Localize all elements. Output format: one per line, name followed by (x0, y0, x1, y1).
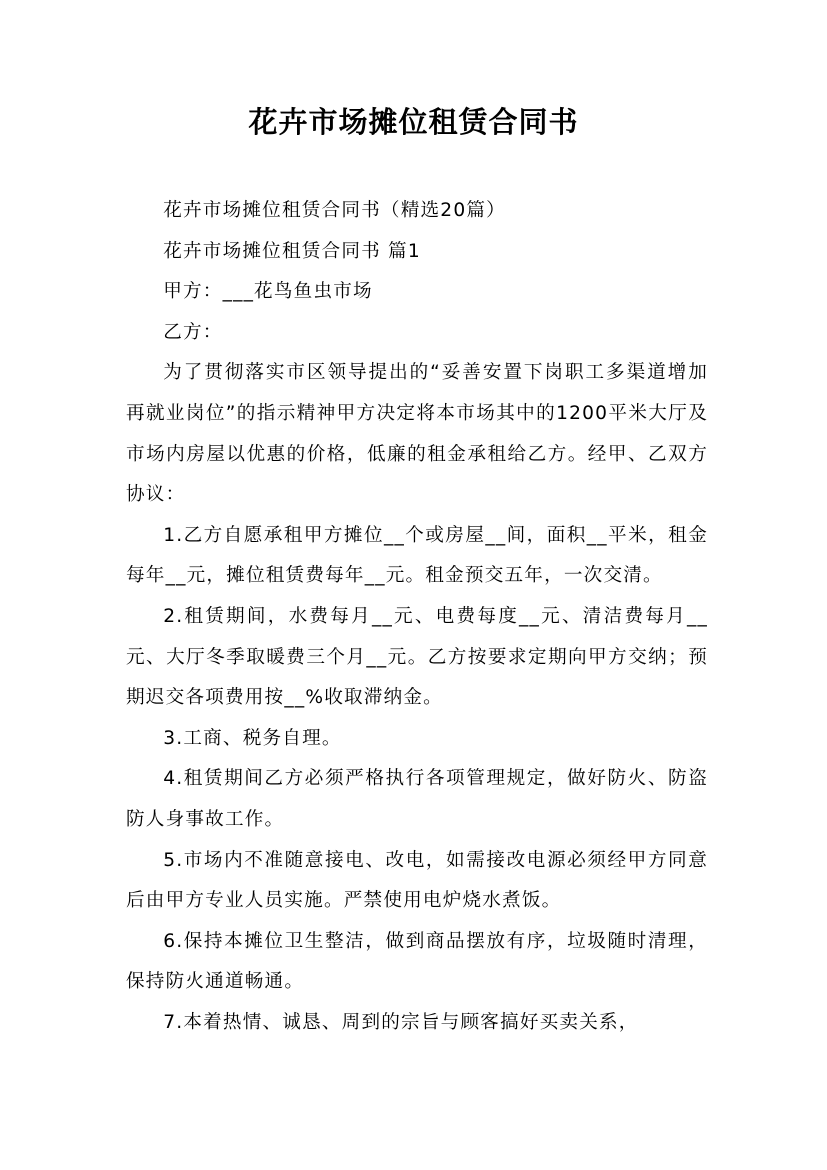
paragraph-clause-4: 4.租赁期间乙方必须严格执行各项管理规定，做好防火、防盗防人身事故工作。 (126, 768, 708, 830)
paragraph-party-b: 乙方： (163, 321, 223, 343)
paragraph-clause-6: 6.保持本摊位卫生整洁，做到商品摆放有序，垃圾随时清理，保持防火通道畅通。 (126, 930, 708, 993)
paragraph-clause-3: 3.工商、税务自理。 (163, 727, 342, 749)
paragraph-party-a: 甲方：___花鸟鱼虫市场 (163, 281, 373, 303)
paragraph-preamble: 为了贯彻落实市区领导提出的“妥善安置下岗职工多渠道增加再就业岗位”的指示精神甲方决定将本市场其中的1200平米大厅及市场内房屋以优惠的价格，低廉的租金承租给乙方。经甲、乙双方协议： (126, 362, 708, 506)
document-title: 花卉市场摊位租赁合同书 (248, 105, 579, 139)
paragraph-clause-1: 1.乙方自愿承租甲方摊位__个或房屋__间，面积__平米，租金每年__元，摊位租赁费每年__元。租金预交五年，一次交清。 (126, 524, 708, 587)
paragraph-clause-2: 2.租赁期间，水费每月__元、电费每度__元、清洁费每月__元、大厅冬季取暖费三个月__元。乙方按要求定期向甲方交纳；预期迟交各项费用按__%收取滞纳金。 (126, 605, 708, 709)
paragraph-clause-7: 7.本着热情、诚恳、周到的宗旨与顾客搞好买卖关系， (163, 1011, 639, 1033)
paragraph-section-heading: 花卉市场摊位租赁合同书 篇1 (163, 240, 421, 262)
paragraph-clause-5: 5.市场内不准随意接电、改电，如需接改电源必须经甲方同意后由甲方专业人员实施。严禁使用电炉烧水煮饭。 (126, 849, 708, 912)
document-body (126, 191, 708, 1043)
paragraph-subtitle: 花卉市场摊位租赁合同书（精选20篇） (163, 200, 506, 221)
